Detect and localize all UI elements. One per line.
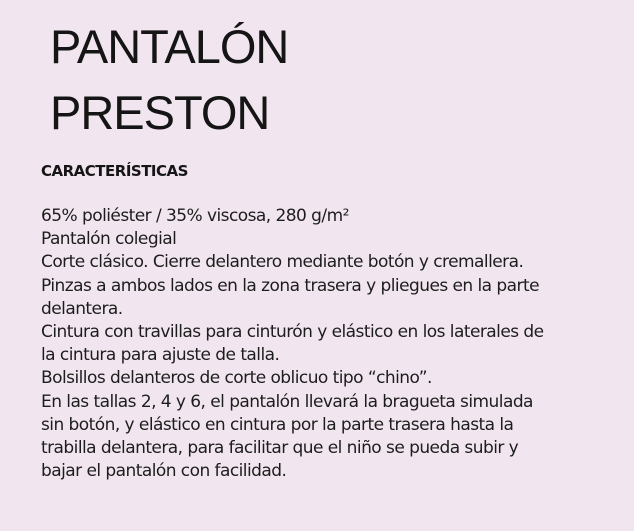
description-line: Bolsillos delanteros de corte oblicuo tipo “chino”. <box>41 368 432 389</box>
description-block <box>41 205 621 483</box>
section-heading: CARACTERÍSTICAS <box>41 162 188 180</box>
description-line: 65% poliéster / 35% viscosa, 280 g/m² <box>41 206 349 226</box>
description-line: sin botón, y elástico en cintura por la parte trasera hasta la <box>41 414 514 435</box>
description-line: delantera. <box>41 298 123 319</box>
description-line: bajar el pantalón con facilidad. <box>41 461 287 482</box>
description-line: trabilla delantera, para facilitar que el niño se pueda subir y <box>41 438 519 459</box>
description-line: Corte clásico. Cierre delantero mediante botón y cremallera. <box>41 252 524 273</box>
product-title-line-2: PRESTON <box>50 86 270 139</box>
description-line: la cintura para ajuste de talla. <box>41 345 280 366</box>
description-line: Cintura con travillas para cinturón y elástico en los laterales de <box>41 322 544 343</box>
product-title <box>50 14 288 146</box>
product-title-line-1: PANTALÓN <box>50 20 289 73</box>
description-line: Pinzas a ambos lados en la zona trasera y pliegues en la parte <box>41 275 539 296</box>
description-line: Pantalón colegial <box>41 229 177 250</box>
description-line: En las tallas 2, 4 y 6, el pantalón llevará la bragueta simulada <box>41 391 533 412</box>
